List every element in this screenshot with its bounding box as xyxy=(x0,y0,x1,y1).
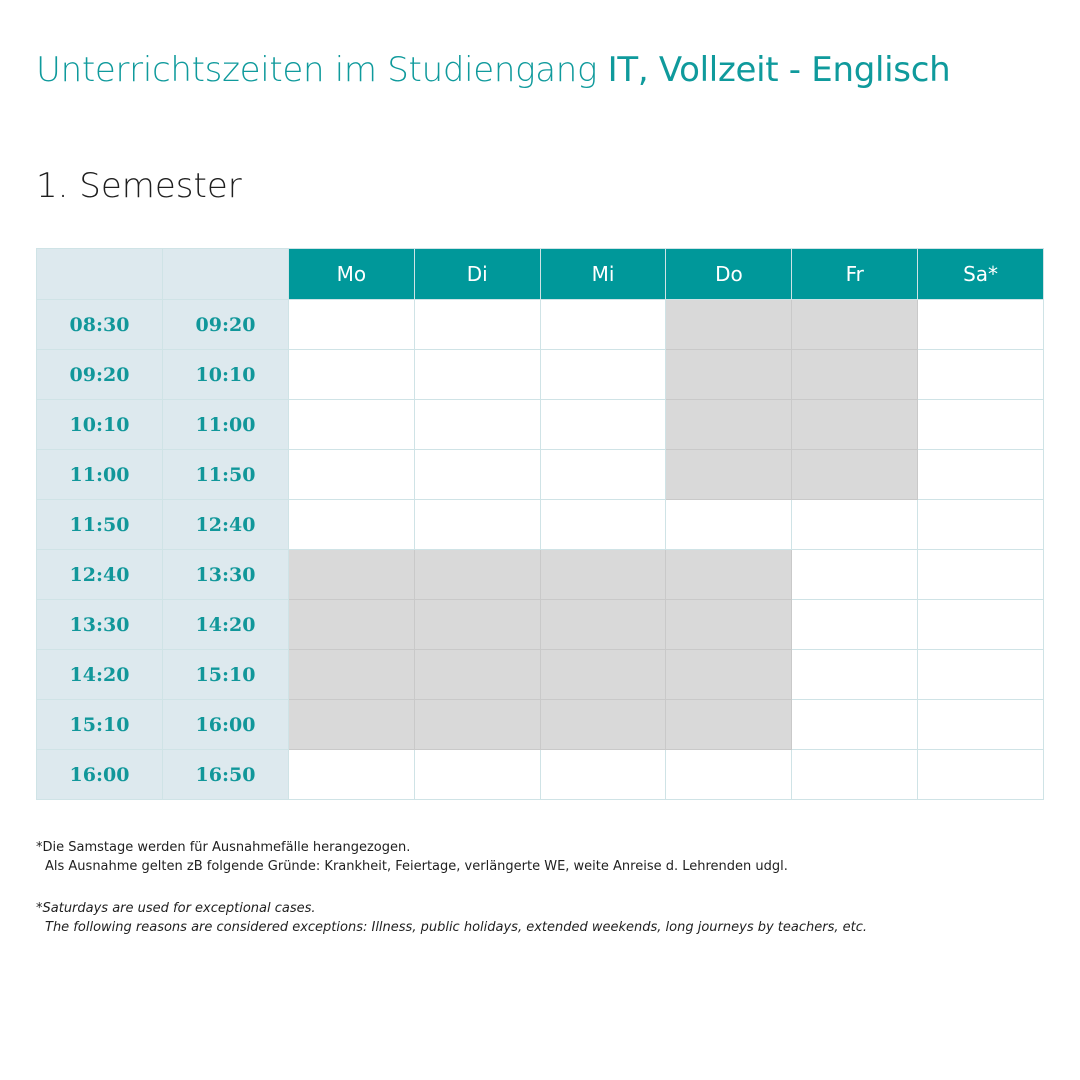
time-end: 11:00 xyxy=(163,400,289,450)
schedule-row xyxy=(37,350,1044,400)
free-slot xyxy=(918,350,1044,400)
occupied-slot xyxy=(666,450,792,500)
semester-heading: 1. Semester xyxy=(36,166,242,206)
header-blank-start xyxy=(37,249,163,300)
free-slot xyxy=(918,600,1044,650)
free-slot xyxy=(540,500,666,550)
time-start: 16:00 xyxy=(37,750,163,800)
occupied-slot xyxy=(540,600,666,650)
occupied-slot xyxy=(666,350,792,400)
footnote-en-1: *Saturdays are used for exceptional cases. xyxy=(36,901,316,916)
free-slot xyxy=(289,350,415,400)
time-start: 13:30 xyxy=(37,600,163,650)
schedule-row xyxy=(37,600,1044,650)
free-slot xyxy=(792,700,918,750)
schedule-row xyxy=(37,400,1044,450)
occupied-slot xyxy=(414,550,540,600)
time-end: 12:40 xyxy=(163,500,289,550)
occupied-slot xyxy=(540,650,666,700)
occupied-slot xyxy=(666,700,792,750)
schedule-row xyxy=(37,700,1044,750)
time-start: 15:10 xyxy=(37,700,163,750)
occupied-slot xyxy=(792,300,918,350)
occupied-slot xyxy=(414,700,540,750)
free-slot xyxy=(289,300,415,350)
time-end: 16:00 xyxy=(163,700,289,750)
occupied-slot xyxy=(289,700,415,750)
free-slot xyxy=(918,500,1044,550)
time-end: 10:10 xyxy=(163,350,289,400)
occupied-slot xyxy=(666,600,792,650)
free-slot xyxy=(918,750,1044,800)
free-slot xyxy=(414,750,540,800)
occupied-slot xyxy=(289,550,415,600)
free-slot xyxy=(289,500,415,550)
schedule-body xyxy=(37,300,1044,800)
free-slot xyxy=(414,400,540,450)
occupied-slot xyxy=(540,550,666,600)
time-start: 08:30 xyxy=(37,300,163,350)
footnote-de-2: Als Ausnahme gelten zB folgende Gründe: Krankheit, Feiertage, verlängerte WE, weite Anreise d. Lehrenden udgl. xyxy=(45,859,788,874)
free-slot xyxy=(918,300,1044,350)
time-start: 11:50 xyxy=(37,500,163,550)
day-header: Di xyxy=(414,249,540,300)
schedule-header-row xyxy=(37,249,1044,300)
schedule-row xyxy=(37,750,1044,800)
time-start: 12:40 xyxy=(37,550,163,600)
free-slot xyxy=(540,350,666,400)
time-end: 09:20 xyxy=(163,300,289,350)
occupied-slot xyxy=(666,650,792,700)
occupied-slot xyxy=(666,550,792,600)
page-title-program: IT, Vollzeit - Englisch xyxy=(607,50,951,90)
occupied-slot xyxy=(666,400,792,450)
time-start: 14:20 xyxy=(37,650,163,700)
footnotes xyxy=(36,838,867,937)
schedule-row xyxy=(37,650,1044,700)
footnote-de-1: *Die Samstage werden für Ausnahmefälle herangezogen. xyxy=(36,840,411,855)
free-slot xyxy=(918,400,1044,450)
free-slot xyxy=(414,450,540,500)
day-header: Sa* xyxy=(918,249,1044,300)
occupied-slot xyxy=(540,700,666,750)
free-slot xyxy=(540,450,666,500)
free-slot xyxy=(540,300,666,350)
occupied-slot xyxy=(289,600,415,650)
free-slot xyxy=(414,350,540,400)
time-end: 11:50 xyxy=(163,450,289,500)
time-end: 16:50 xyxy=(163,750,289,800)
occupied-slot xyxy=(792,350,918,400)
free-slot xyxy=(289,750,415,800)
occupied-slot xyxy=(414,600,540,650)
free-slot xyxy=(792,600,918,650)
free-slot xyxy=(918,650,1044,700)
footnote-en-2: The following reasons are considered exceptions: Illness, public holidays, extended weekends, long journeys by teachers, etc. xyxy=(45,920,868,935)
free-slot xyxy=(918,450,1044,500)
schedule-row xyxy=(37,500,1044,550)
time-end: 14:20 xyxy=(163,600,289,650)
schedule-row xyxy=(37,550,1044,600)
occupied-slot xyxy=(792,450,918,500)
page-title xyxy=(36,50,950,90)
free-slot xyxy=(540,750,666,800)
time-start: 10:10 xyxy=(37,400,163,450)
occupied-slot xyxy=(792,400,918,450)
header-blank-end xyxy=(163,249,289,300)
occupied-slot xyxy=(289,650,415,700)
time-end: 15:10 xyxy=(163,650,289,700)
occupied-slot xyxy=(666,300,792,350)
time-start: 09:20 xyxy=(37,350,163,400)
occupied-slot xyxy=(414,650,540,700)
free-slot xyxy=(918,550,1044,600)
schedule-table xyxy=(36,248,1044,800)
free-slot xyxy=(666,750,792,800)
free-slot xyxy=(540,400,666,450)
day-header: Mo xyxy=(289,249,415,300)
free-slot xyxy=(792,550,918,600)
time-end: 13:30 xyxy=(163,550,289,600)
day-header: Mi xyxy=(540,249,666,300)
day-header: Do xyxy=(666,249,792,300)
free-slot xyxy=(414,300,540,350)
free-slot xyxy=(792,650,918,700)
free-slot xyxy=(289,400,415,450)
schedule-row xyxy=(37,300,1044,350)
time-start: 11:00 xyxy=(37,450,163,500)
free-slot xyxy=(289,450,415,500)
free-slot xyxy=(792,750,918,800)
free-slot xyxy=(918,700,1044,750)
schedule-row xyxy=(37,450,1044,500)
free-slot xyxy=(792,500,918,550)
day-header: Fr xyxy=(792,249,918,300)
page-title-prefix: Unterrichtszeiten im Studiengang xyxy=(36,50,608,90)
free-slot xyxy=(414,500,540,550)
free-slot xyxy=(666,500,792,550)
